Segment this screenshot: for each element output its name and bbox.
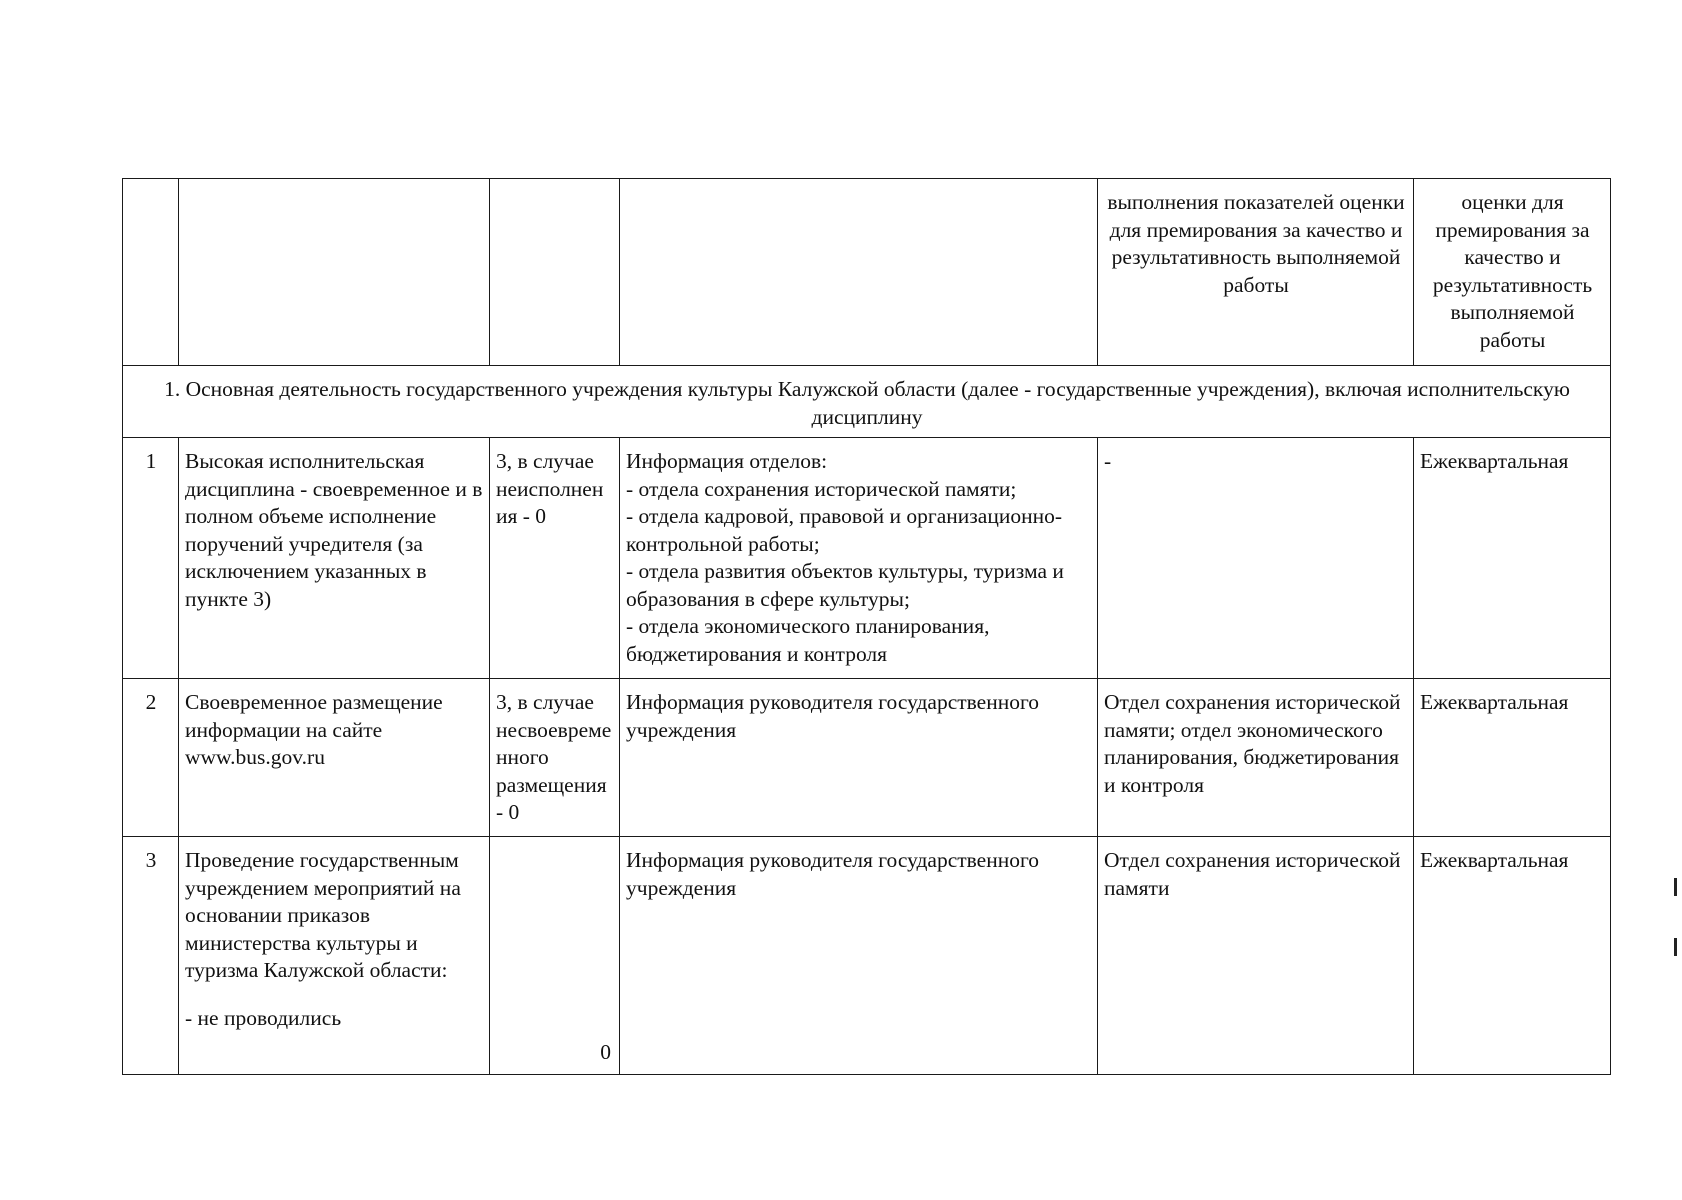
source-line: - отдела сохранения исторической памяти; bbox=[626, 476, 1017, 501]
responsible-cell: - bbox=[1098, 438, 1414, 679]
indicator-cell: Своевременное размещение информации на сайте www.bus.gov.ru bbox=[179, 679, 490, 837]
responsible-cell: Отдел сохранения исторической памяти bbox=[1098, 837, 1414, 1075]
frequency-cell: Ежеквартальная bbox=[1414, 438, 1611, 679]
header-cell-source bbox=[620, 179, 1098, 366]
section-row bbox=[123, 366, 1611, 438]
indicator-cell bbox=[179, 837, 490, 1075]
header-cell-frequency: оценки для премирования за качество и результативность выполняемой работы bbox=[1414, 179, 1611, 366]
row-number: 2 bbox=[123, 679, 179, 837]
table-row bbox=[123, 679, 1611, 837]
scan-mark bbox=[1674, 938, 1677, 956]
indicator-text: Проведение государственным учреждением мероприятий на основании приказов министерства культуры и туризма Калужской области: bbox=[185, 848, 461, 982]
source-cell bbox=[620, 438, 1098, 679]
table-row bbox=[123, 837, 1611, 1075]
points-cell: 3, в случае неисполнения - 0 bbox=[490, 438, 620, 679]
section-title: 1. Основная деятельность государственного учреждения культуры Калужской области (далее - государственные учреждения), включая исполнительскую дисциплину bbox=[123, 366, 1611, 438]
sub-points: 0 bbox=[600, 1039, 611, 1064]
frequency-cell: Ежеквартальная bbox=[1414, 837, 1611, 1075]
sub-indicator: - не проводились bbox=[185, 1005, 342, 1030]
header-cell-indicator bbox=[179, 179, 490, 366]
source-line: - отдела экономического планирования, бюджетирования и контроля bbox=[626, 614, 990, 666]
row-number: 3 bbox=[123, 837, 179, 1075]
indicator-cell: Высокая исполнительская дисциплина - своевременное и в полном объеме исполнение поручений учредителя (за исключением указанных в пункте 3) bbox=[179, 438, 490, 679]
responsible-cell: Отдел сохранения исторической памяти; отдел экономического планирования, бюджетирования и контроля bbox=[1098, 679, 1414, 837]
table-row bbox=[123, 438, 1611, 679]
header-row bbox=[123, 179, 1611, 366]
header-cell-num bbox=[123, 179, 179, 366]
source-line: - отдела развития объектов культуры, туризма и образования в сфере культуры; bbox=[626, 559, 1064, 611]
criteria-table bbox=[122, 178, 1611, 1075]
header-cell-points bbox=[490, 179, 620, 366]
points-cell: 3, в случае несвоевременного размещения - 0 bbox=[490, 679, 620, 837]
points-cell bbox=[490, 837, 620, 1075]
source-cell: Информация руководителя государственного учреждения bbox=[620, 837, 1098, 1075]
frequency-cell: Ежеквартальная bbox=[1414, 679, 1611, 837]
source-line: - отдела кадровой, правовой и организационно-контрольной работы; bbox=[626, 504, 1063, 556]
scan-mark bbox=[1674, 878, 1677, 896]
source-line: Информация отделов: bbox=[626, 449, 828, 473]
source-cell: Информация руководителя государственного учреждения bbox=[620, 679, 1098, 837]
row-number: 1 bbox=[123, 438, 179, 679]
header-cell-responsible: выполнения показателей оценки для премирования за качество и результативность выполняемой работы bbox=[1098, 179, 1414, 366]
